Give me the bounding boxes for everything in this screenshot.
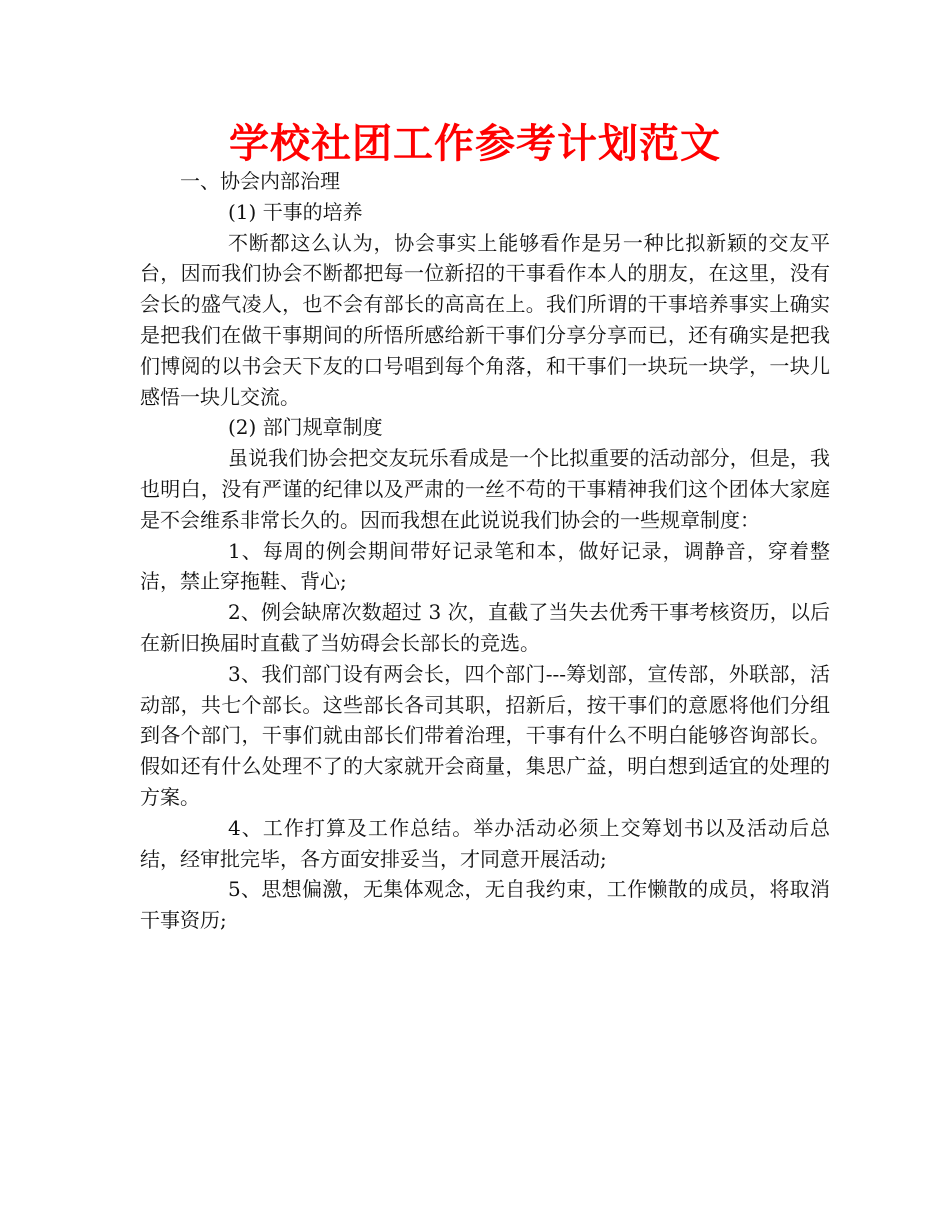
rule-item: 2、例会缺席次数超过 3 次，直截了当失去优秀干事考核资历，以后在新旧换届时直截了当妨碍会长部长的竞选。 xyxy=(140,600,830,655)
subsection-heading-rules: (2) 部门规章制度 xyxy=(228,415,383,440)
rule-item: 1、每周的例会期间带好记录笔和本，做好记录，调静音，穿着整洁，禁止穿拖鞋、背心; xyxy=(140,538,830,594)
document-title: 学校社团工作参考计划范文 xyxy=(229,121,721,167)
rule-item: 5、思想偏激，无集体观念，无自我约束，工作懒散的成员，将取消干事资历; xyxy=(140,877,830,933)
rule-item: 3、我们部门设有两会长，四个部门---筹划部，宣传部，外联部，活动部，共七个部长。这些部长各司其职，招新后，按干事们的意愿将他们分组到各个部门，干事们就由部长们带着治理，干事有什么不明白能够咨询部长。假如还有什么处理不了的大家就开会商量，集思广益，明白想到适宜的处理的方案。 xyxy=(140,661,830,809)
paragraph-rules-intro: 虽说我们协会把交友玩乐看成是一个比拟重要的活动部分，但是，我也明白，没有严谨的纪律以及严肃的一丝不苟的干事精神我们这个团体大家庭是不会维系非常长久的。因而我想在此说说我们协会的一些规章制度： xyxy=(140,446,830,532)
rule-item: 4、工作打算及工作总结。举办活动必须上交筹划书以及活动后总结，经审批完毕，各方面安排妥当，才同意开展活动; xyxy=(140,815,830,871)
subsection-heading-training: (1) 干事的培养 xyxy=(228,199,363,224)
paragraph-training: 不断都这么认为，协会事实上能够看作是另一种比拟新颖的交友平台，因而我们协会不断都把每一位新招的干事看作本人的朋友，在这里，没有会长的盛气凌人，也不会有部长的高高在上。我们所谓的干事培养事实上确实是把我们在做干事期间的所悟所感给新干事们分享分享而已，还有确实是把我们博阅的以书会天下友的口号唱到每个角落，和干事们一块玩一块学，一块儿感悟一块儿交流。 xyxy=(140,230,830,409)
section-heading: 一、协会内部治理 xyxy=(180,169,340,193)
document-body xyxy=(140,166,830,936)
